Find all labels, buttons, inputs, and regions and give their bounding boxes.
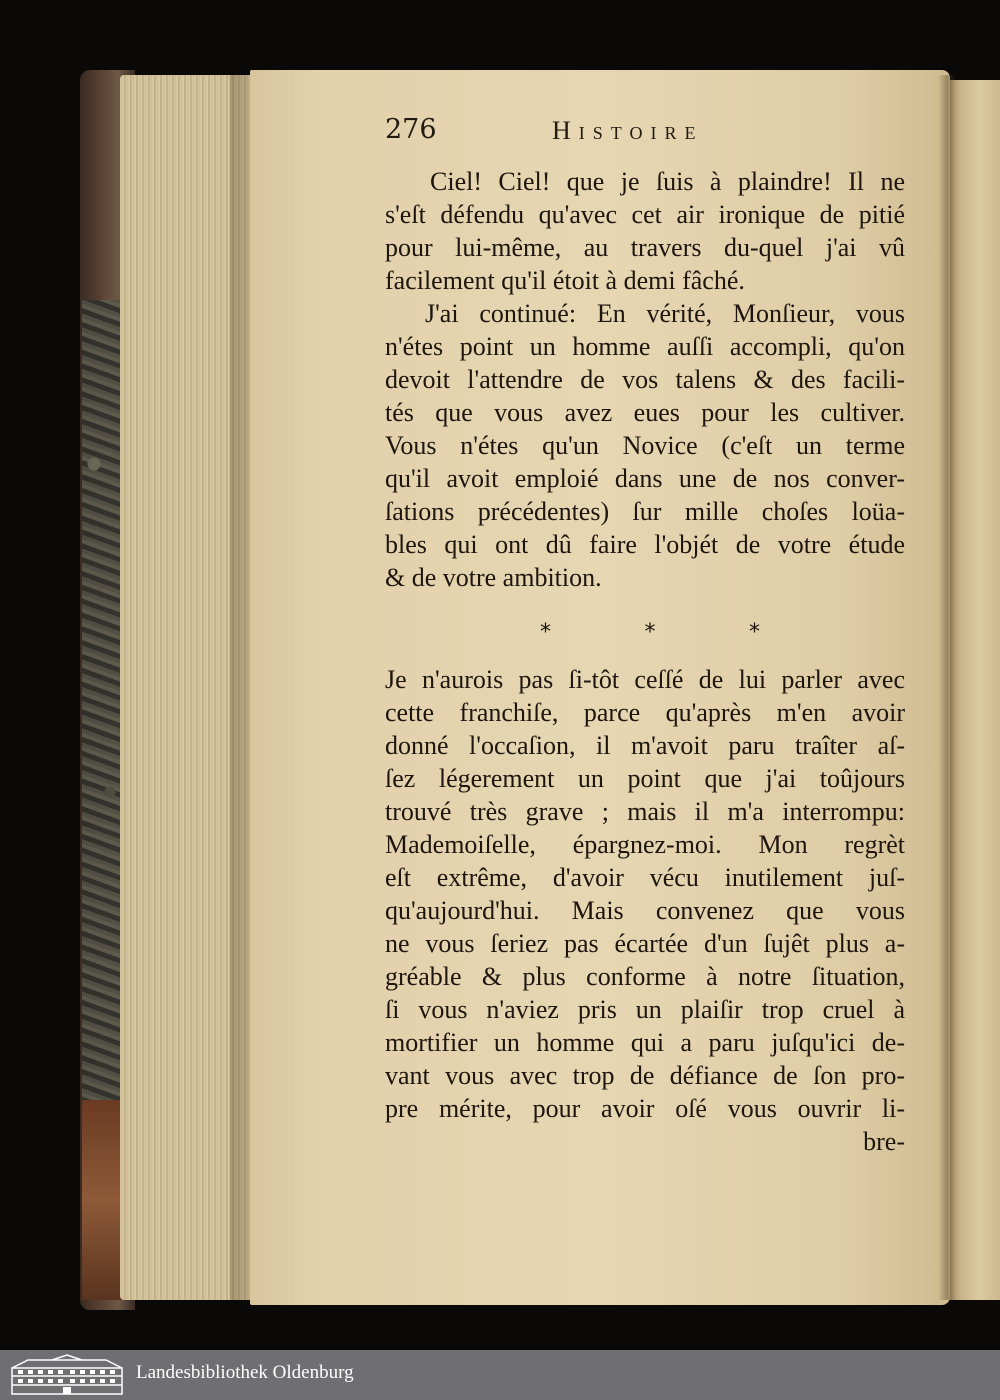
text-line: vant vous avec trop de défiance de ſon pro-: [385, 1061, 905, 1090]
running-head: [385, 112, 905, 152]
text-line: & de votre ambition.: [385, 563, 602, 592]
text-line: gréable & plus conforme à notre ſituation,: [385, 962, 905, 991]
running-title: Histoire: [552, 116, 704, 145]
asterisk-ornament: *: [644, 620, 656, 645]
text-line: s'eſt défendu qu'avec cet air ironique de pitié: [385, 200, 905, 229]
text-line: trouvé très grave ; mais il m'a interrompu:: [385, 797, 905, 826]
library-building-icon: [8, 1354, 126, 1396]
section-ornament: [540, 620, 760, 644]
marbled-cover-edge: [82, 300, 122, 1120]
text-line: ſi vous n'aviez pris un plaiſir trop cruel à: [385, 995, 905, 1024]
page-number: 276: [385, 114, 437, 145]
text-line: pour lui-même, au travers du-quel j'ai vû: [385, 233, 905, 262]
text-line: ſations précédentes) ſur mille choſes loüa-: [385, 497, 905, 526]
catchword: bre-: [863, 1127, 905, 1156]
text-line: Ciel! Ciel! que je ſuis à plaindre! Il ne: [430, 167, 905, 196]
asterisk-ornament: *: [540, 620, 551, 645]
text-line: ſez légerement un point que j'ai toûjours: [385, 764, 905, 793]
text-line: Mademoiſelle, épargnez-moi. Mon regrèt: [385, 830, 905, 859]
text-line: bles qui ont dû faire l'objét de votre étude: [385, 530, 905, 559]
text-line: cette franchiſe, parce qu'après m'en avoir: [385, 698, 905, 727]
library-name: Landesbibliothek Oldenburg: [136, 1362, 354, 1383]
page-gutter: [938, 75, 956, 1300]
text-line: donné l'occaſion, il m'avoit paru traîter aſ-: [385, 731, 905, 760]
text-line: pre mérite, pour avoir oſé vous ouvrir li-: [385, 1094, 905, 1123]
text-line: Vous n'étes qu'un Novice (c'eſt un terme: [385, 431, 905, 460]
text-line: tés que vous avez eues pour les cultiver.: [385, 398, 905, 427]
text-line: J'ai continué: En vérité, Monſieur, vous: [425, 299, 905, 328]
asterisk-ornament: *: [749, 620, 760, 645]
text-line: Je n'aurois pas ſi-tôt ceſſé de lui parler avec: [385, 665, 905, 694]
library-footer: [0, 1350, 1000, 1400]
text-line: eſt extrême, d'avoir vécu inutilement juſ-: [385, 863, 905, 892]
text-line: qu'aujourd'hui. Mais convenez que vous: [385, 896, 905, 925]
text-line: n'étes point un homme auſſi accompli, qu'on: [385, 332, 905, 361]
text-line: qu'il avoit emploié dans une de nos conver-: [385, 464, 905, 493]
text-line: ne vous ſeriez pas écartée d'un ſujêt plus a-: [385, 929, 905, 958]
text-line: devoit l'attendre de vos talens & des facili-: [385, 365, 905, 394]
text-line: mortifier un homme qui a paru juſqu'ici de-: [385, 1028, 905, 1057]
text-line: facilement qu'il étoit à demi fâché.: [385, 266, 745, 295]
